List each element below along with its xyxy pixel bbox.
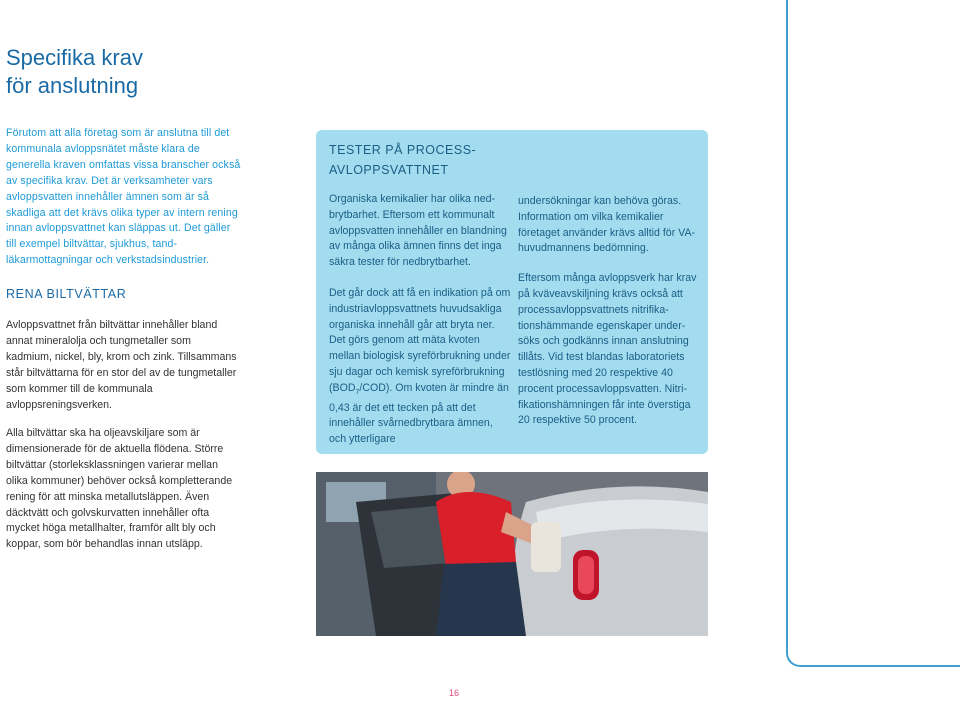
info-box-title-line: TESTER PÅ PROCESS- <box>329 143 477 157</box>
bod-text-after: /COD). Om kvoten är mindre än 0,43 är det ett tecken på att det innehåller svårnedbrytbara ämnen, och ytterligare <box>329 381 509 446</box>
info-box-right-column <box>518 194 702 429</box>
info-box-left-paragraph-1: Organiska kemikalier har olika nedbrytbarhet. Eftersom ett kommunalt avloppsvatten innehåller en blandning av många olika ämnen finns det inga säkra tester för nedbrytbarhet. <box>329 193 507 269</box>
page-frame-line <box>786 0 960 667</box>
bod-subscript: 7 <box>355 388 360 396</box>
info-box-right-paragraph-2: Eftersom många avloppsverk har krav på kväveavskiljning krävs också att processavloppsvattnets nitrifikationshämmande egenskaper undersöks och godkänns innan anslutning tillåts. Vid test blandas laboratoriets testlösning med 20 respektive 40 procent processavloppsvatten. Nitrifikationshämningen får inte överstiga 20 respektive 50 procent. <box>518 272 697 427</box>
page-title-line: för anslutning <box>6 73 139 98</box>
intro-paragraph: Förutom att alla företag som är anslutna till det kommunala avloppsnätet måste klara de generella kraven omfattas vissa branscher också av specifika krav. Det är verksamheter vars avloppsvatten innehåller ämnen som är så skadliga att det krävs olika typer av intern rening innan avloppsvattnet kan släppas ut. Det gäller till exempel biltvättar, sjukhus, tandläkarmottagningar och verkstadsindustrier. <box>6 127 241 267</box>
bod-text-before: Det går dock att få en indikation på om industriavloppsvattnets huvudsakliga organiska innehåll går att bryta ner. Det görs genom att mäta kvoten mellan biologisk syreförbrukning under sju dagar och kemisk syreförbrukning (BOD <box>329 286 511 394</box>
section-paragraph-2: Alla biltvättar ska ha oljeavskiljare som är dimensionerade för de aktuella flödena. Större biltvättar (storleksklassningen varierar mellan olika kommuner) behöver också kompletterande rening för att minska metallutsläppen. Även däcktvätt och golvskurvatten innehåller ofta mycket höga metallhalter, framför allt bly och koppar, som bör behandlas innan utsläpp. <box>6 427 233 551</box>
person-trousers <box>436 562 526 636</box>
page-title <box>6 44 286 100</box>
info-box-right-paragraph-1: undersökningar kan behöva göras. Information om vilka kemikalier företaget använder krävs alltid för VA-huvudmannens bedömning. <box>518 195 696 255</box>
section-paragraph-1: Avloppsvattnet från biltvättar innehåller bland annat mineralolja och tungmetaller som kadmium, nickel, bly, krom och zink. Tillsammans står biltvättarna för en stor del av de tungmetaller som kommer till de kommunala avloppsreningsverken. <box>6 319 237 411</box>
page-number: 16 <box>448 688 459 698</box>
info-box-left-column <box>329 192 511 448</box>
car-wash-illustration <box>316 472 708 636</box>
info-box-title-line: AVLOPPSVATTNET <box>329 163 449 177</box>
wash-cloth <box>531 522 561 572</box>
info-box-left-paragraph-2 <box>329 286 511 448</box>
info-box-title <box>329 140 519 180</box>
car-tail-light-inner <box>578 556 594 594</box>
section-heading: RENA BILTVÄTTAR <box>6 287 127 301</box>
car-wash-photo <box>316 472 708 636</box>
page-title-line: Specifika krav <box>6 45 143 70</box>
info-box <box>316 130 708 454</box>
